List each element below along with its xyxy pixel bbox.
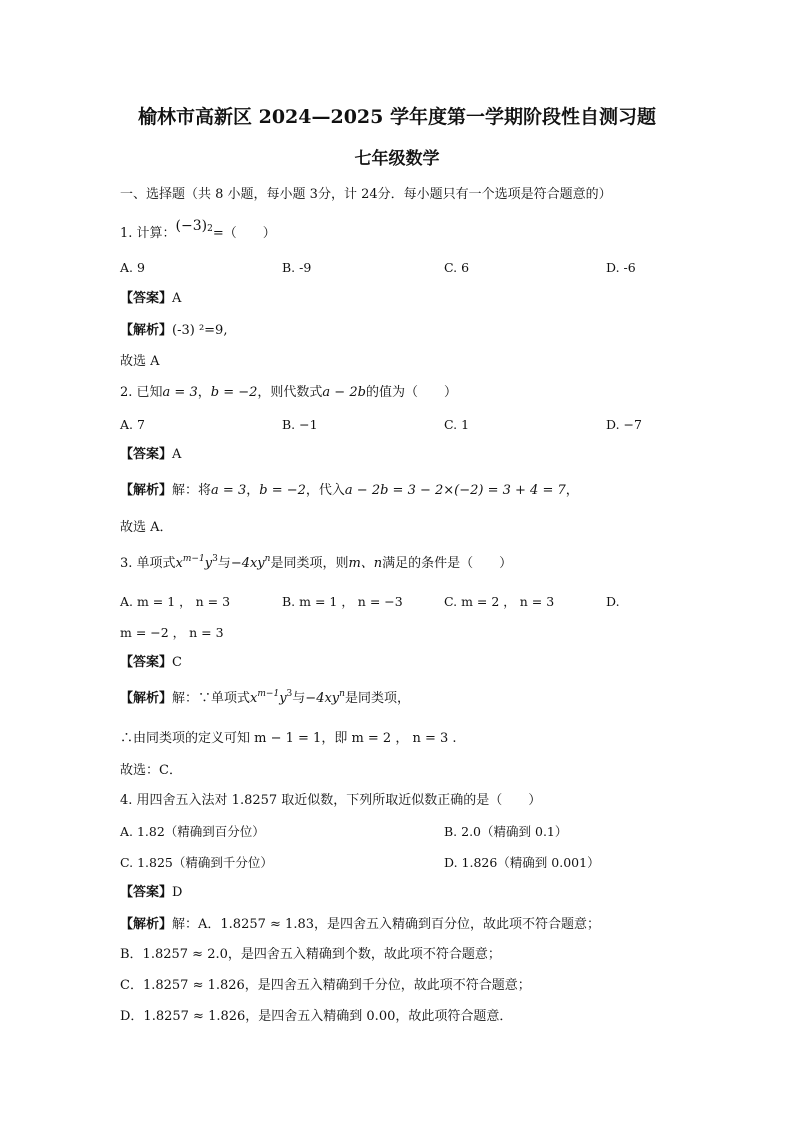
question-4-text: 4. 用四舍五入法对 1.8257 取近似数，下列所取近似数正确的是（ ） xyxy=(120,793,542,808)
q3-analysis-line2: ∴由同类项的定义可知 m − 1 = 1，即 m = 2 ， n = 3 . xyxy=(120,731,457,746)
q4-analysis-d: D．1.8257 ≈ 1.826，是四舍五入精确到 0.00，故此项符合题意． xyxy=(120,1009,513,1024)
q1-option-d: D. -6 xyxy=(606,260,636,275)
q1-analysis: 【解析】(-3) ²=9, xyxy=(120,323,228,338)
q3-option-d-label: D. xyxy=(606,594,620,609)
q1-expression: (−3) xyxy=(175,218,208,234)
q3-option-a: A. m = 1 ， n = 3 xyxy=(120,594,231,609)
question-2-text: 2. 已知a = 3，b = −2，则代数式a − 2b的值为（ ） xyxy=(120,385,457,400)
q4-option-a: A. 1.82（精确到百分位） xyxy=(120,824,265,839)
q2-answer: 【答案】A xyxy=(120,447,182,462)
q3-option-d-content: m = −2 ， n = 3 xyxy=(120,625,224,640)
q4-option-b: B. 2.0（精确到 0.1） xyxy=(444,824,568,839)
q1-option-a: A. 9 xyxy=(120,260,145,275)
q3-answer: 【答案】C xyxy=(120,655,182,670)
section-heading: 一、选择题（共 8 小题，每小题 3分，计 24分．每小题只有一个选项是符合题意的） xyxy=(120,187,612,202)
document-subtitle: 七年级数学 xyxy=(354,149,440,169)
q1-option-b: B. -9 xyxy=(282,260,312,275)
q4-option-c: C. 1.825（精确到千分位） xyxy=(120,855,273,870)
q2-analysis: 【解析】解：将a = 3，b = −2，代入a − 2b = 3 − 2×(−2) = 3 + 4 = 7， xyxy=(120,483,579,498)
q3-option-b: B. m = 1 ， n = −3 xyxy=(282,594,403,609)
q4-analysis-b: B．1.8257 ≈ 2.0，是四舍五入精确到个数，故此项不符合题意； xyxy=(120,947,501,962)
q2-option-d: D. −7 xyxy=(606,417,642,432)
q4-analysis-a: 【解析】解：A．1.8257 ≈ 1.83，是四舍五入精确到百分位，故此项不符合题意； xyxy=(120,917,600,932)
q1-option-c: C. 6 xyxy=(444,260,470,275)
q4-answer: 【答案】D xyxy=(120,885,183,900)
q3-conclusion: 故选：C． xyxy=(120,763,182,778)
question-3-text: 3. 单项式$x^{m-1}y^3$与$-4xy^n$是同类项，则m、n满足的条件是（ ） xyxy=(120,554,513,571)
q1-conclusion: 故选 A xyxy=(120,354,160,369)
q3-analysis: 【解析】解：∵单项式$x^{m-1}y^3$与$-4xy^n$是同类项， xyxy=(120,689,410,706)
question-1-text: 1. 计算：$(-3)^2=$（ ） xyxy=(120,218,276,241)
q1-answer: 【答案】A xyxy=(120,291,182,306)
q2-option-b: B. −1 xyxy=(282,417,318,432)
q3-option-c: C. m = 2 ， n = 3 xyxy=(444,594,555,609)
q2-conclusion: 故选 A． xyxy=(120,520,173,535)
q2-option-a: A. 7 xyxy=(120,417,145,432)
q4-analysis-c: C．1.8257 ≈ 1.826，是四舍五入精确到千分位，故此项不符合题意； xyxy=(120,978,531,993)
document-title: 榆林市高新区 2024—2025 学年度第一学期阶段性自测习题 xyxy=(138,106,656,128)
q2-option-c: C. 1 xyxy=(444,417,470,432)
q4-option-d: D. 1.826（精确到 0.001） xyxy=(444,855,600,870)
